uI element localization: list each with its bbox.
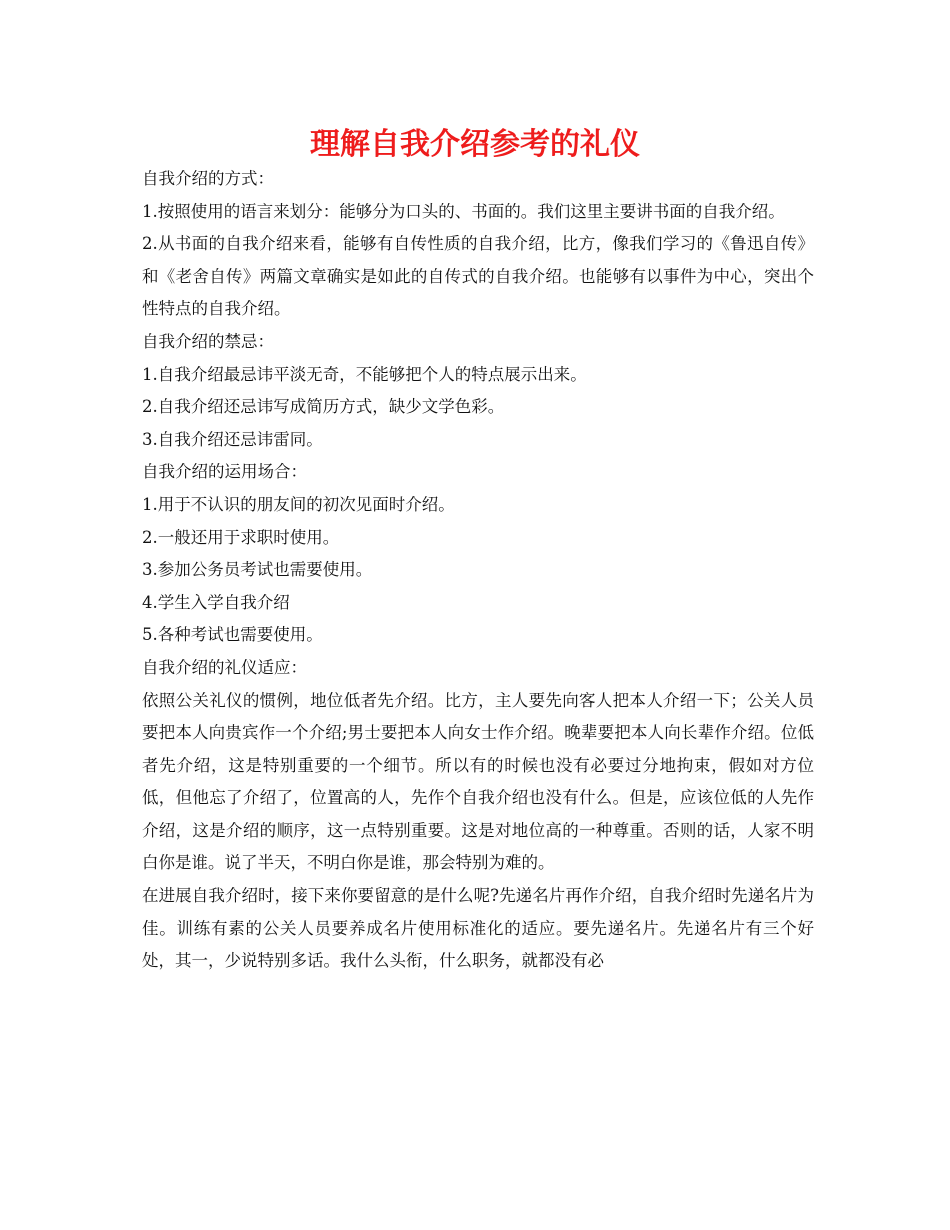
paragraph: 2.从书面的自我介绍来看，能够有自传性质的自我介绍，比方，像我们学习的《鲁迅自传》和《老舍自传》两篇文章确实是如此的自传式的自我介绍。也能够有以事件为中心，突出个性特点的自我介绍。 (142, 234, 814, 319)
paragraph: 3.自我介绍还忌讳雷同。 (142, 429, 323, 449)
document-title: 理解自我介绍参考的礼仪 (310, 127, 640, 162)
paragraph: 5.各种考试也需要使用。 (142, 625, 323, 645)
paragraph: 自我介绍的礼仪适应： (142, 657, 307, 677)
paragraph: 依照公关礼仪的惯例，地位低者先介绍。比方，主人要先向客人把本人介绍一下；公关人员要把本人向贵宾作一个介绍;男士要把本人向女士作介绍。晚辈要把本人向长辈作介绍。位低者先介绍，这是特别重要的一个细节。所以有的时候也没有必要过分地拘束，假如对方位低，但他忘了介绍了，位置高的人，先作个自我介绍也没有什么。但是，应该位低的人先作介绍，这是介绍的顺序，这一点特别重要。这是对地位高的一种尊重。否则的话，人家不明白你是谁。说了半天，不明白你是谁，那会特别为难的。 (142, 690, 814, 873)
paragraph: 1.按照使用的语言来划分：能够分为口头的、书面的。我们这里主要讲书面的自我介绍。 (142, 201, 785, 221)
paragraph: 自我介绍的方式： (142, 169, 274, 188)
paragraph: 3.参加公务员考试也需要使用。 (142, 560, 373, 580)
paragraph: 自我介绍的运用场合： (142, 462, 307, 482)
paragraph: 自我介绍的禁忌： (142, 331, 274, 351)
document-body (142, 163, 814, 978)
paragraph: 1.自我介绍最忌讳平淡无奇，不能够把个人的特点展示出来。 (142, 364, 587, 384)
paragraph: 2.自我介绍还忌讳写成简历方式，缺少文学色彩。 (142, 397, 505, 417)
paragraph: 在进展自我介绍时，接下来你要留意的是什么呢?先递名片再作介绍，自我介绍时先递名片为佳。训练有素的公关人员要养成名片使用标准化的适应。要先递名片。先递名片有三个好处，其一，少说特别多话。我什么头衔，什么职务，就都没有必 (142, 886, 814, 971)
paragraph: 4.学生入学自我介绍 (142, 592, 290, 612)
paragraph: 1.用于不认识的朋友间的初次见面时介绍。 (142, 494, 455, 514)
paragraph: 2.一般还用于求职时使用。 (142, 527, 340, 547)
